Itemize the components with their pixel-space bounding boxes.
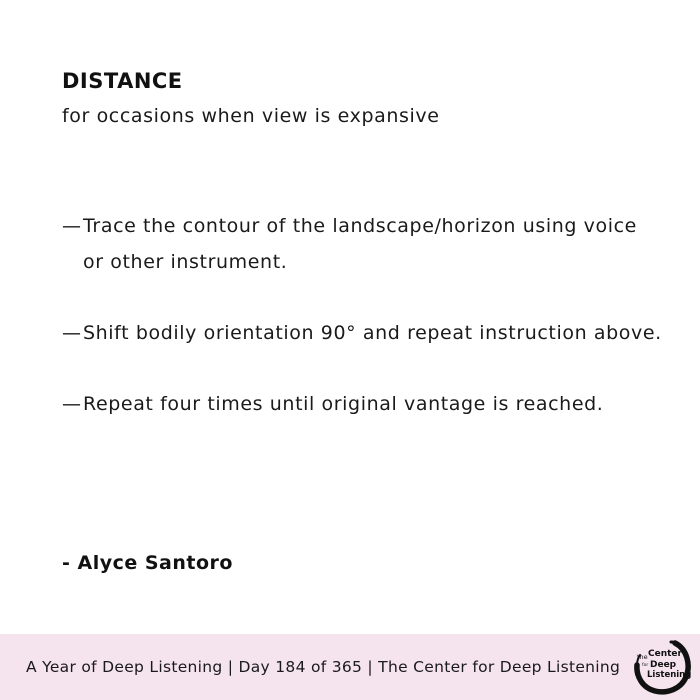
center-for-deep-listening-logo: [631, 637, 693, 697]
instruction-item: [62, 386, 662, 422]
footer-bar: [0, 634, 700, 700]
footer-text: A Year of Deep Listening | Day 184 of 365 | The Center for Deep Listening: [26, 658, 621, 676]
card-subtitle: for occasions when view is expansive: [62, 105, 440, 127]
instruction-list: [62, 208, 662, 422]
instruction-item: [62, 208, 662, 280]
logo-text-for: for: [642, 663, 649, 668]
author-credit: - Alyce Santoro: [62, 552, 233, 574]
instruction-text: Shift bodily orientation 90° and repeat instruction above.: [83, 322, 662, 344]
logo-text-listening: Listening: [647, 670, 692, 680]
instruction-text: Trace the contour of the landscape/horizon using voice or other instrument.: [83, 215, 637, 273]
card-title: DISTANCE: [62, 69, 183, 93]
em-dash: —: [62, 393, 82, 415]
logo-text-center: Center: [648, 649, 682, 659]
instruction-text: Repeat four times until original vantage is reached.: [83, 393, 604, 415]
logo-text-the: the: [637, 653, 648, 661]
logo-text-deep: Deep: [650, 660, 677, 670]
instruction-item: [62, 315, 662, 351]
em-dash: —: [62, 322, 82, 344]
em-dash: —: [62, 215, 82, 237]
